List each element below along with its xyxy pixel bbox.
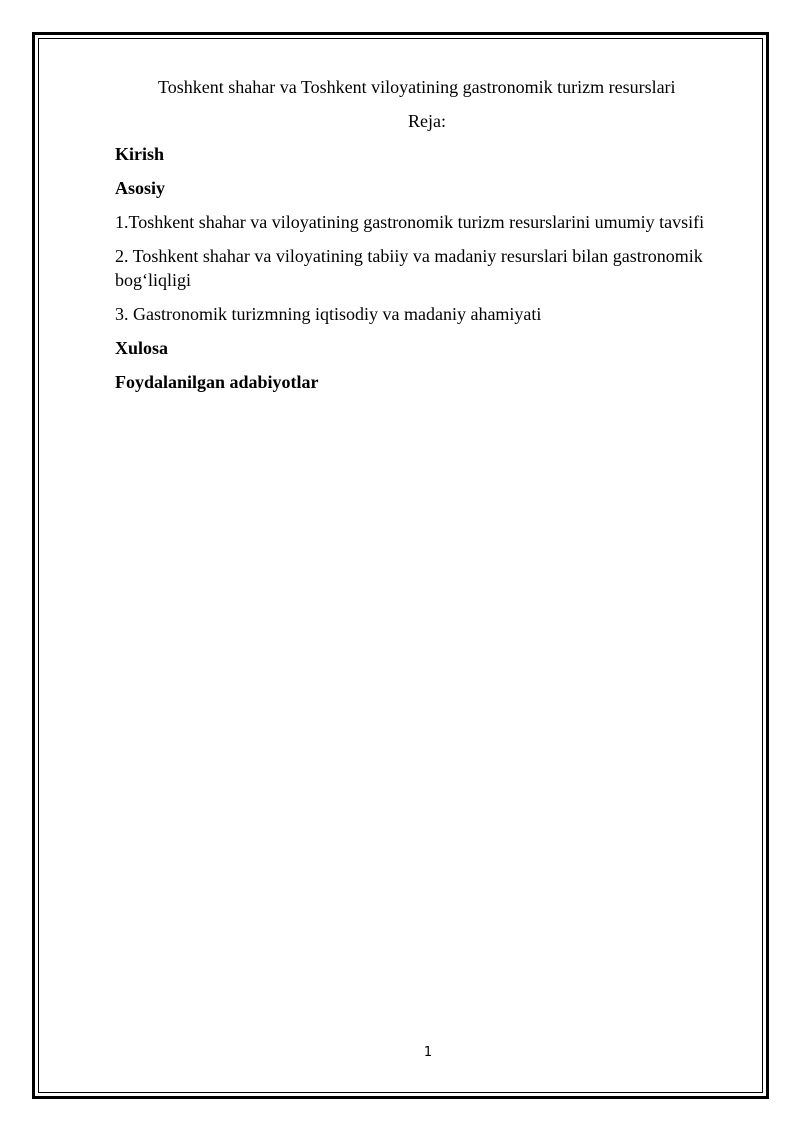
plan-item-2: 2. Toshkent shahar va viloyatining tabiiy va madaniy resurslari bilan gastronomik bog‘liqligi: [115, 246, 703, 290]
document-body: [115, 75, 735, 404]
plan-heading: Reja:: [408, 111, 446, 131]
page-number: 1: [423, 1045, 433, 1060]
section-intro: Kirish: [115, 144, 165, 164]
section-conclusion: Xulosa: [115, 338, 169, 358]
section-references: Foydalanilgan adabiyotlar: [115, 372, 319, 392]
section-main: Asosiy: [115, 178, 166, 198]
document-title: Toshkent shahar va Toshkent viloyatining gastronomik turizm resurslari: [158, 77, 676, 97]
plan-item-3: 3. Gastronomik turizmning iqtisodiy va madaniy ahamiyati: [115, 304, 542, 324]
plan-item-1: 1.Toshkent shahar va viloyatining gastronomik turizm resurslarini umumiy tavsifi: [115, 212, 705, 232]
